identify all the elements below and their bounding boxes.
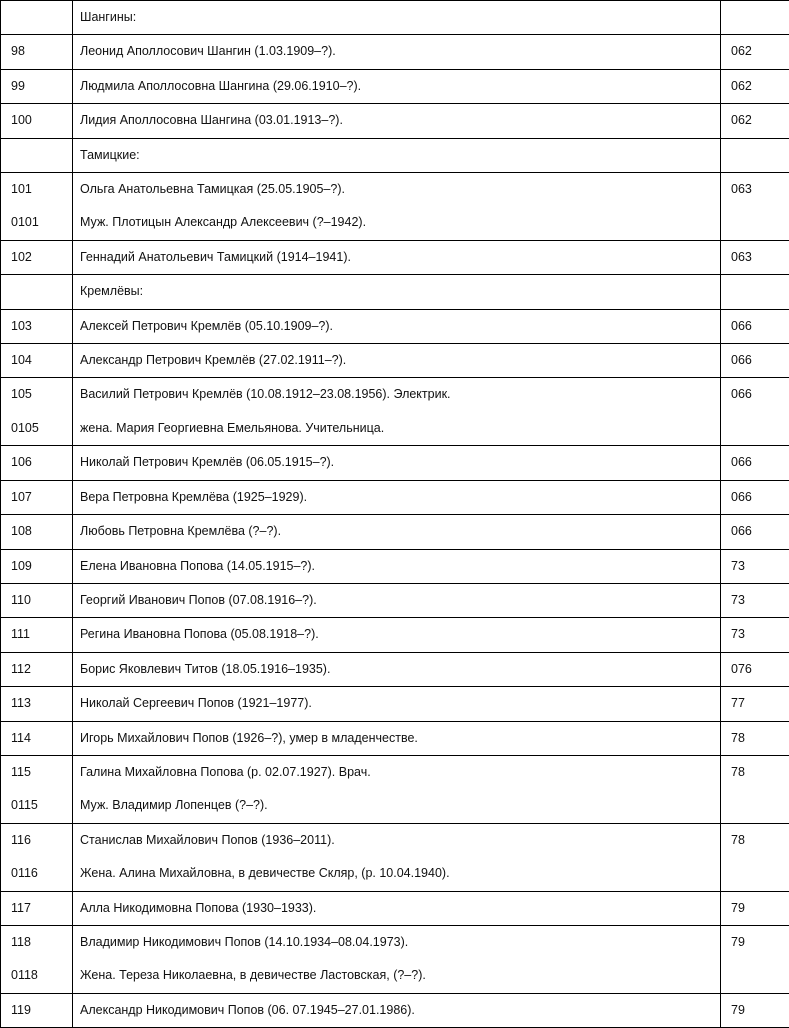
person-number: 103 — [11, 310, 66, 343]
table-row — [1, 480, 789, 514]
reference-code-cell — [721, 35, 789, 69]
person-entry-cell — [73, 618, 721, 652]
reference-code-cell — [721, 378, 789, 446]
person-number: 105 — [11, 378, 66, 411]
reference-code: 066 — [731, 515, 783, 548]
person-number-cell — [1, 515, 73, 549]
table-row — [1, 446, 789, 480]
person-number: 108 — [11, 515, 66, 548]
person-entry: Ольга Анатольевна Тамицкая (25.05.1905–?). — [80, 173, 714, 206]
person-number-cell — [1, 925, 73, 993]
reference-code: 79 — [731, 926, 783, 959]
person-entry: Шангины: — [80, 1, 714, 34]
table-row — [1, 687, 789, 721]
person-number-cell — [1, 104, 73, 138]
person-entry-cell — [73, 309, 721, 343]
table-row — [1, 721, 789, 755]
reference-code: 062 — [731, 70, 783, 103]
person-entry: Вера Петровна Кремлёва (1925–1929). — [80, 481, 714, 514]
table-row — [1, 993, 789, 1027]
person-entry: Николай Петрович Кремлёв (06.05.1915–?). — [80, 446, 714, 479]
person-number: 116 — [11, 824, 66, 857]
reference-code-cell — [721, 823, 789, 891]
person-entry: Алла Никодимовна Попова (1930–1933). — [80, 892, 714, 925]
person-number-cell — [1, 378, 73, 446]
reference-code-cell — [721, 138, 789, 172]
reference-code: 063 — [731, 241, 783, 274]
table-row — [1, 755, 789, 823]
person-entry: Борис Яковлевич Титов (18.05.1916–1935). — [80, 653, 714, 686]
person-entry: Тамицкие: — [80, 139, 714, 172]
person-number: 106 — [11, 446, 66, 479]
person-entry: Игорь Михайлович Попов (1926–?), умер в младенчестве. — [80, 722, 714, 755]
person-number-cell — [1, 446, 73, 480]
reference-code: 77 — [731, 687, 783, 720]
person-entry: Александр Петрович Кремлёв (27.02.1911–?). — [80, 344, 714, 377]
person-entry: Елена Ивановна Попова (14.05.1915–?). — [80, 550, 714, 583]
table-row — [1, 344, 789, 378]
person-number: 109 — [11, 550, 66, 583]
person-number: 117 — [11, 892, 66, 925]
person-number-cell — [1, 240, 73, 274]
person-entry: Галина Михайловна Попова (р. 02.07.1927). Врач. — [80, 756, 714, 789]
reference-code: 78 — [731, 722, 783, 755]
person-entry-cell — [73, 687, 721, 721]
person-number-cell — [1, 583, 73, 617]
table-row — [1, 823, 789, 891]
person-number-cell — [1, 721, 73, 755]
person-number: 101 — [11, 173, 66, 206]
reference-code-cell — [721, 549, 789, 583]
reference-code-cell — [721, 344, 789, 378]
person-number-cell — [1, 687, 73, 721]
person-number: 115 — [11, 756, 66, 789]
person-entry-cell — [73, 378, 721, 446]
person-number-cell — [1, 480, 73, 514]
table-row — [1, 378, 789, 446]
reference-code: 066 — [731, 378, 783, 411]
person-entry-cell — [73, 515, 721, 549]
person-number-cell — [1, 173, 73, 241]
reference-code-cell — [721, 104, 789, 138]
person-number-cell — [1, 618, 73, 652]
person-entry: Любовь Петровна Кремлёва (?–?). — [80, 515, 714, 548]
person-number-cell — [1, 755, 73, 823]
reference-code: 062 — [731, 35, 783, 68]
reference-code-cell — [721, 891, 789, 925]
person-number: 0115 — [11, 789, 66, 822]
person-number-cell — [1, 823, 73, 891]
person-entry-cell — [73, 891, 721, 925]
person-entry-cell — [73, 344, 721, 378]
person-number-cell — [1, 993, 73, 1027]
person-entry-cell — [73, 652, 721, 686]
person-entry-cell — [73, 993, 721, 1027]
person-number: 0105 — [11, 412, 66, 445]
person-entry: Людмила Аполлосовна Шангина (29.06.1910–?). — [80, 70, 714, 103]
person-number: 118 — [11, 926, 66, 959]
person-number-cell — [1, 69, 73, 103]
person-number: 104 — [11, 344, 66, 377]
person-entry-cell — [73, 104, 721, 138]
person-entry-cell — [73, 35, 721, 69]
reference-code-cell — [721, 755, 789, 823]
person-entry: Регина Ивановна Попова (05.08.1918–?). — [80, 618, 714, 651]
person-entry: Владимир Никодимович Попов (14.10.1934–08.04.1973). — [80, 926, 714, 959]
person-entry: Геннадий Анатольевич Тамицкий (1914–1941). — [80, 241, 714, 274]
person-entry-cell — [73, 755, 721, 823]
table-row — [1, 138, 789, 172]
reference-code-cell — [721, 446, 789, 480]
reference-code-cell — [721, 1, 789, 35]
person-number: 111 — [11, 618, 66, 651]
person-entry: Кремлёвы: — [80, 275, 714, 308]
person-entry: Станислав Михайлович Попов (1936–2011). — [80, 824, 714, 857]
person-entry-cell — [73, 275, 721, 309]
person-entry-cell — [73, 240, 721, 274]
table-row — [1, 173, 789, 241]
person-number: 0118 — [11, 959, 66, 992]
reference-code: 78 — [731, 756, 783, 789]
reference-code-cell — [721, 275, 789, 309]
reference-code-cell — [721, 480, 789, 514]
person-number: 102 — [11, 241, 66, 274]
person-entry: Лидия Аполлосовна Шангина (03.01.1913–?). — [80, 104, 714, 137]
table-row — [1, 549, 789, 583]
reference-code-cell — [721, 993, 789, 1027]
reference-code-cell — [721, 925, 789, 993]
person-entry-cell — [73, 823, 721, 891]
person-entry-cell — [73, 69, 721, 103]
reference-code: 79 — [731, 994, 783, 1027]
spouse-entry: Муж. Владимир Лопенцев (?–?). — [80, 789, 714, 822]
person-number: 98 — [11, 35, 66, 68]
person-entry-cell — [73, 721, 721, 755]
table-row — [1, 309, 789, 343]
person-entry-cell — [73, 549, 721, 583]
spouse-entry: жена. Мария Георгиевна Емельянова. Учительница. — [80, 412, 714, 445]
reference-code: 066 — [731, 481, 783, 514]
reference-code: 076 — [731, 653, 783, 686]
reference-code: 063 — [731, 173, 783, 206]
reference-code: 062 — [731, 104, 783, 137]
person-number-cell — [1, 275, 73, 309]
spouse-entry: Муж. Плотицын Александр Алексеевич (?–1942). — [80, 206, 714, 239]
reference-code: 73 — [731, 550, 783, 583]
table-row — [1, 104, 789, 138]
reference-code: 78 — [731, 824, 783, 857]
reference-code-cell — [721, 583, 789, 617]
person-number-cell — [1, 652, 73, 686]
reference-code-cell — [721, 618, 789, 652]
person-number-cell — [1, 35, 73, 69]
person-entry: Василий Петрович Кремлёв (10.08.1912–23.08.1956). Электрик. — [80, 378, 714, 411]
person-number: 100 — [11, 104, 66, 137]
table-row — [1, 925, 789, 993]
person-number: 119 — [11, 994, 66, 1027]
person-number-cell — [1, 309, 73, 343]
person-entry-cell — [73, 925, 721, 993]
person-entry: Александр Никодимович Попов (06. 07.1945–27.01.1986). — [80, 994, 714, 1027]
person-entry-cell — [73, 138, 721, 172]
reference-code-cell — [721, 173, 789, 241]
table-row — [1, 891, 789, 925]
person-entry-cell — [73, 480, 721, 514]
person-entry: Николай Сергеевич Попов (1921–1977). — [80, 687, 714, 720]
table-row — [1, 35, 789, 69]
reference-code-cell — [721, 240, 789, 274]
person-number: 107 — [11, 481, 66, 514]
person-entry: Георгий Иванович Попов (07.08.1916–?). — [80, 584, 714, 617]
reference-code-cell — [721, 515, 789, 549]
reference-code-cell — [721, 721, 789, 755]
person-number-cell — [1, 549, 73, 583]
table-row — [1, 515, 789, 549]
table-body — [1, 1, 789, 1028]
person-number: 99 — [11, 70, 66, 103]
person-number: 114 — [11, 722, 66, 755]
person-number: 113 — [11, 687, 66, 720]
person-entry-cell — [73, 583, 721, 617]
table-row — [1, 618, 789, 652]
person-number: 0116 — [11, 857, 66, 890]
table-row — [1, 1, 789, 35]
person-number-cell — [1, 344, 73, 378]
person-entry: Алексей Петрович Кремлёв (05.10.1909–?). — [80, 310, 714, 343]
person-entry-cell — [73, 446, 721, 480]
reference-code: 73 — [731, 618, 783, 651]
reference-code: 066 — [731, 344, 783, 377]
reference-code: 066 — [731, 446, 783, 479]
reference-code-cell — [721, 309, 789, 343]
table-row — [1, 583, 789, 617]
table-row — [1, 240, 789, 274]
person-entry-cell — [73, 1, 721, 35]
person-entry: Леонид Аполлосович Шангин (1.03.1909–?). — [80, 35, 714, 68]
spouse-entry: Жена. Алина Михайловна, в девичестве Скляр, (р. 10.04.1940). — [80, 857, 714, 890]
person-number-cell — [1, 138, 73, 172]
reference-code-cell — [721, 652, 789, 686]
reference-code-cell — [721, 687, 789, 721]
table-row — [1, 652, 789, 686]
spouse-entry: Жена. Тереза Николаевна, в девичестве Ластовская, (?–?). — [80, 959, 714, 992]
table-row — [1, 275, 789, 309]
person-entry-cell — [73, 173, 721, 241]
person-number-cell — [1, 1, 73, 35]
table-row — [1, 69, 789, 103]
reference-code: 73 — [731, 584, 783, 617]
reference-code: 79 — [731, 892, 783, 925]
reference-code-cell — [721, 69, 789, 103]
person-number: 0101 — [11, 206, 66, 239]
person-number: 110 — [11, 584, 66, 617]
reference-code: 066 — [731, 310, 783, 343]
person-number: 112 — [11, 653, 66, 686]
person-number-cell — [1, 891, 73, 925]
